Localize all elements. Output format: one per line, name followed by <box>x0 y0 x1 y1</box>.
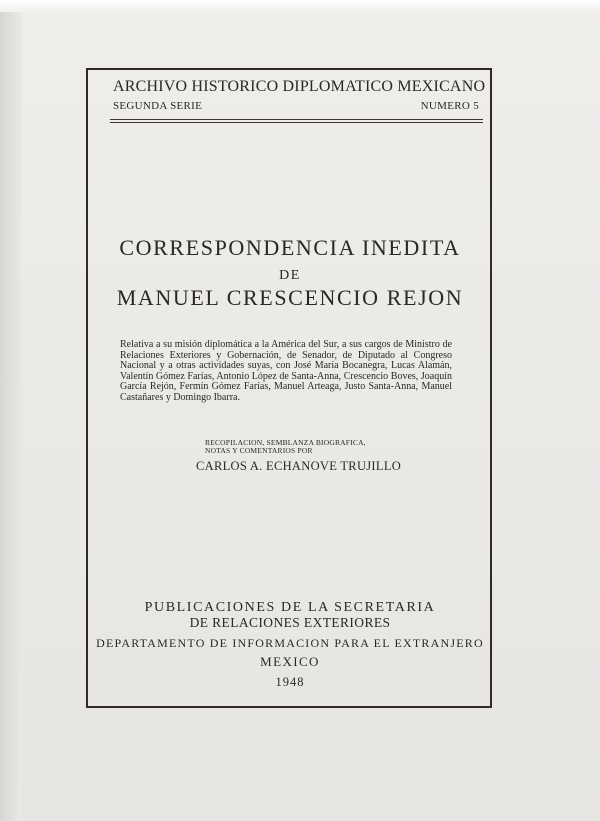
header-rule-top <box>110 119 483 120</box>
book-description: Relativa a su misión diplomática a la América del Sur, a sus cargos de Ministro de Relaciones Exteriores y Gobernación, de Senador, de Diputado al Congreso Nacional y a otras actividades suyas, con José María Bocanegra, Lucas Alamán, Valentín Gómez Farías, Antonio López de Santa-Anna, Crescencio Boves, Joaquín García Rejón, Fermín Gómez Farías, Manuel Arteaga, Justo Santa-Anna, Manuel Castañares y Domingo Ibarra. <box>120 339 452 403</box>
series-title: ARCHIVO HISTORICO DIPLOMATICO MEXICANO <box>113 78 486 95</box>
book-title-connector: DE <box>279 268 301 283</box>
series-subseries: SEGUNDA SERIE <box>113 100 203 112</box>
book-title-line1: CORRESPONDENCIA INEDITA <box>119 235 461 260</box>
publisher-line1: PUBLICACIONES DE LA SECRETARIA <box>144 600 436 615</box>
compiler-label-line2: NOTAS Y COMENTARIOS POR <box>205 446 313 455</box>
series-info <box>113 100 479 112</box>
header-rule-bottom <box>110 122 483 123</box>
publisher-department: DEPARTAMENTO DE INFORMACION PARA EL EXTRANJERO <box>96 636 484 650</box>
compiler-name: CARLOS A. ECHANOVE TRUJILLO <box>196 459 402 473</box>
cover-left-edge <box>0 0 22 821</box>
series-number: NUMERO 5 <box>420 100 479 112</box>
compiler-label-line1: RECOPILACION, SEMBLANZA BIOGRAFICA, <box>205 438 366 447</box>
cover-top-edge <box>0 0 600 12</box>
publisher-line2: DE RELACIONES EXTERIORES <box>189 615 391 630</box>
book-title-line2: MANUEL CRESCENCIO REJON <box>116 285 464 310</box>
publication-year: 1948 <box>275 675 305 689</box>
publisher-city: MEXICO <box>260 654 320 669</box>
